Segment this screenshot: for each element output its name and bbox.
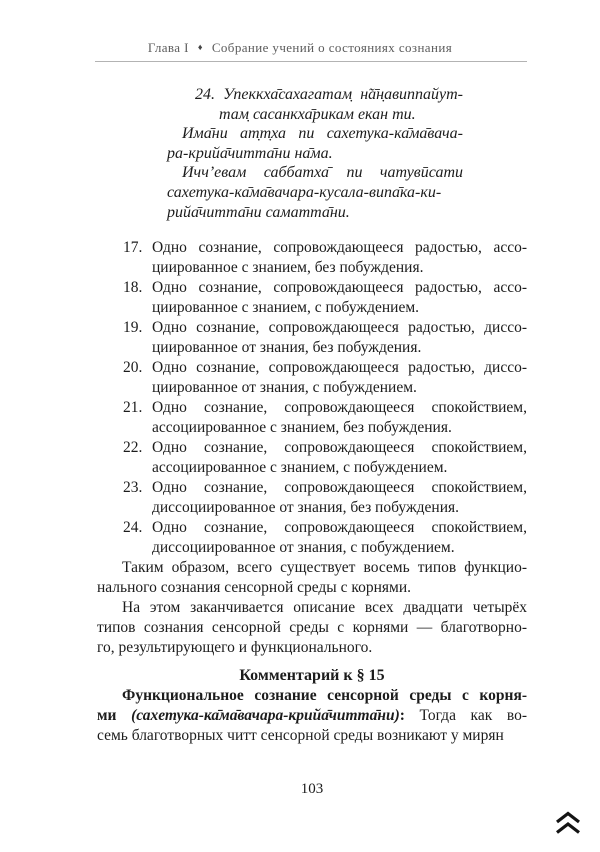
quote-verse-line: там̣ сасанкха̄рикам екан ти. — [219, 105, 416, 123]
list-item-number: 20. — [123, 359, 143, 376]
list-item-line: циированное с знанием, без побуждения. — [152, 259, 424, 276]
scroll-to-top-button[interactable] — [551, 806, 587, 840]
quote-line: Ичч’евам саббатха̄ пи чатувӣсати — [182, 164, 463, 182]
commentary-heading: Комментарий к § 15 — [239, 667, 385, 684]
list-item-number: 19. — [123, 319, 143, 336]
list-item — [97, 518, 527, 558]
paragraph-line: типов сознания сенсорной среды с корнями — благотворно- — [97, 619, 527, 636]
list-item — [97, 278, 527, 318]
list-item — [97, 438, 527, 478]
closing-paragraph — [97, 598, 527, 658]
term-colon: : — [399, 707, 420, 724]
list-item-number: 21. — [123, 399, 143, 416]
chapter-label: Глава I — [147, 40, 189, 55]
paragraph-line: Таким образом, всего существует восемь типов функцио- — [122, 559, 527, 576]
list-item-line: циированное от знания, с побуждением. — [152, 379, 417, 396]
diamond-icon: ♦ — [197, 42, 203, 52]
list-item-number: 17. — [123, 239, 143, 256]
pali-term: (сахетука-ка̄ма̄вачара-крийа̄читта̄ни) — [131, 707, 400, 724]
list-item-line: Одно сознание, сопровождающееся радостью, ассо- — [152, 239, 527, 256]
quote-line: Има̄ни ат̣т̣ха пи сахетука-ка̄ма̄вача- — [182, 125, 463, 143]
header-divider — [95, 61, 527, 62]
list-item-number: 24. — [123, 519, 143, 536]
summary-paragraph — [97, 558, 527, 598]
list-item — [97, 238, 527, 278]
list-item — [97, 398, 527, 438]
list-item-line: циированное с знанием, с побуждением. — [152, 299, 420, 316]
list-item-line: диссоциированное от знания, без побуждения. — [152, 499, 460, 516]
list-item-line: ассоциированное с знанием, без побуждения. — [152, 419, 452, 436]
double-chevron-up-icon — [554, 810, 584, 836]
quote-line: ра-крийа̄читта̄ни на̄ма. — [167, 144, 333, 162]
list-item-line: ассоциированное с знанием, с побуждением. — [152, 459, 448, 476]
list-item-line: циированное от знания, без побуждения. — [152, 339, 422, 356]
paragraph-line: семь благотворных читт сенсорной среды возникают у мирян — [97, 727, 504, 744]
paragraph-line — [97, 706, 527, 726]
paragraph-line: На этом заканчивается описание всех двадцати четырёх — [122, 599, 527, 616]
term-label: ми — [97, 707, 132, 724]
pali-quote — [167, 85, 463, 222]
paragraph-text: Тогда как во- — [419, 707, 527, 724]
paragraph-line: нального сознания сенсорной среды с корнями. — [97, 579, 411, 596]
list-item-number: 18. — [123, 279, 143, 296]
body-text — [97, 238, 527, 746]
list-item-number: 22. — [123, 439, 143, 456]
quote-line: сахетука-ка̄ма̄вачара-кусала-випа̄ка-ки- — [167, 183, 442, 201]
list-item-line: Одно сознание, сопровождающееся радостью, ассо- — [152, 279, 527, 296]
paragraph-line: Функциональное сознание сенсорной среды с корня- — [122, 687, 527, 704]
list-item — [97, 478, 527, 518]
commentary-paragraph — [97, 686, 527, 746]
quote-line: рийа̄читта̄ни саматта̄ни. — [167, 203, 350, 221]
list-item-number: 23. — [123, 479, 143, 496]
page-number: 103 — [300, 781, 324, 797]
list-item-line: Одно сознание, сопровождающееся спокойствием, — [152, 399, 527, 416]
section-title: Собрание учений о состояниях сознания — [211, 40, 453, 55]
paragraph-line: го, результирующего и функционального. — [97, 639, 373, 656]
list-item — [97, 318, 527, 358]
list-item-line: Одно сознание, сопровождающееся спокойствием, — [152, 479, 527, 496]
running-head — [85, 40, 515, 56]
list-item-line: Одно сознание, сопровождающееся спокойствием, — [152, 519, 527, 536]
list-item-line: Одно сознание, сопровождающееся спокойствием, — [152, 439, 527, 456]
list-item — [97, 358, 527, 398]
list-item-line: диссоциированное от знания, с побуждением. — [152, 539, 455, 556]
list-item-line: Одно сознание, сопровождающееся радостью, диссо- — [152, 319, 527, 336]
quote-verse-line: 24. Упеккха̄сахагатам̣ н̃а̄н̣авиппайут- — [195, 86, 463, 103]
list-item-line: Одно сознание, сопровождающееся радостью, диссо- — [152, 359, 527, 376]
